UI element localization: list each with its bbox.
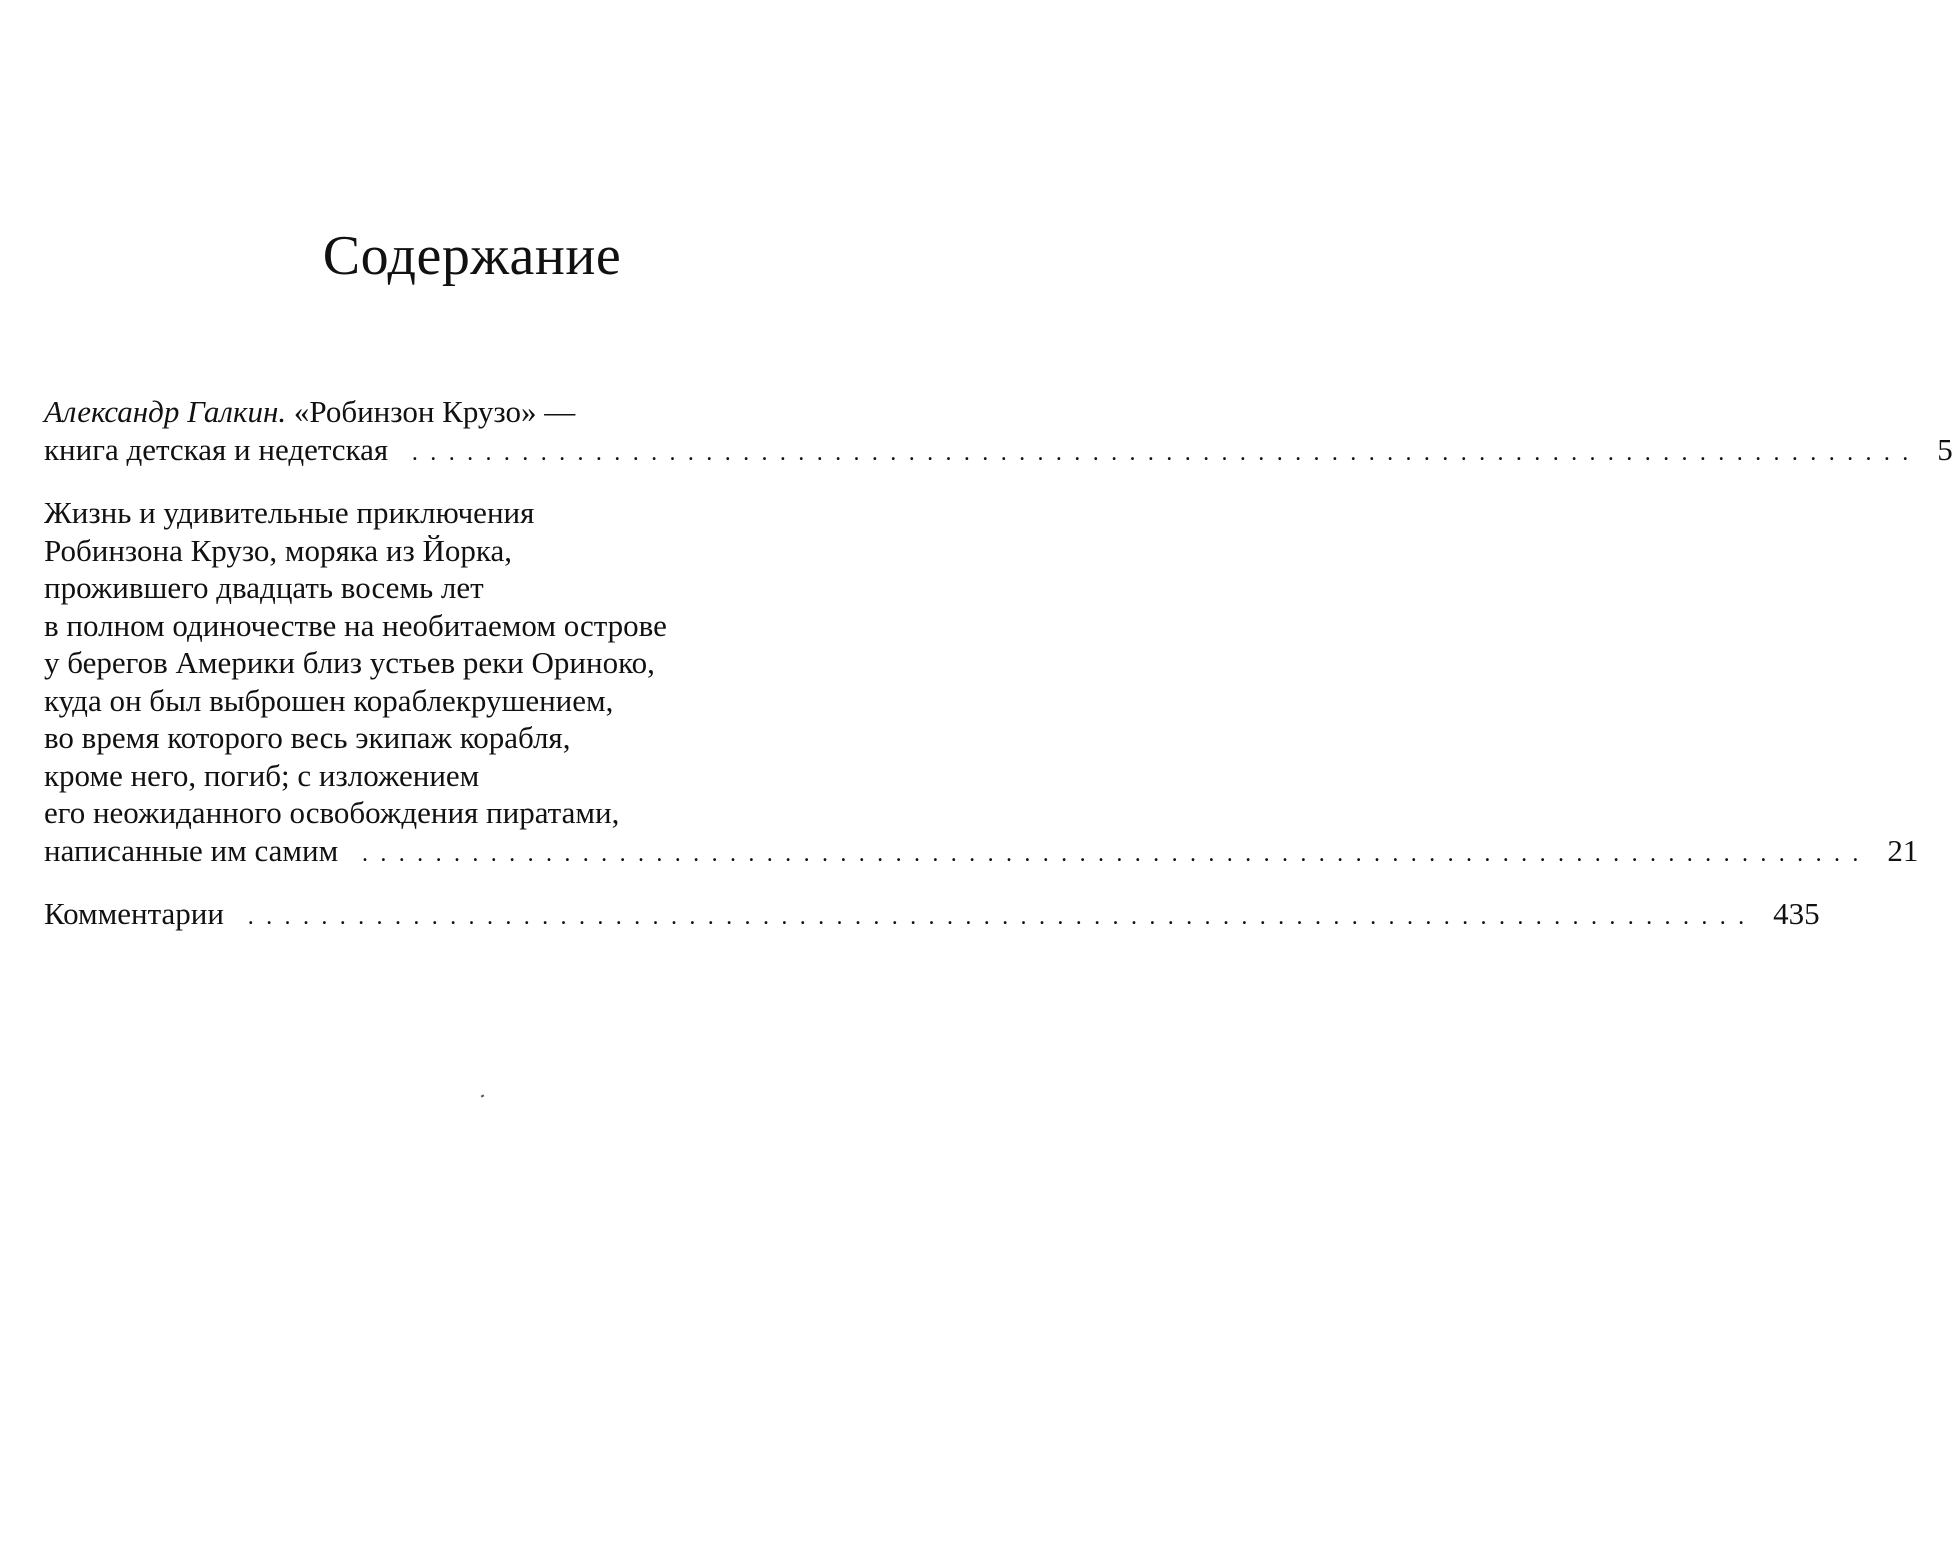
toc-entry-title: «Робинзон Крузо» — xyxy=(293,394,576,429)
toc-entry-title-line: во время которого весь экипаж корабля, xyxy=(44,720,571,755)
toc-entry-commentary[interactable] xyxy=(44,895,1820,937)
toc-entry-title: книга детская и недетская xyxy=(44,431,389,467)
table-of-contents xyxy=(44,393,1953,937)
toc-page-number: 21 xyxy=(1887,832,1919,868)
toc-entry-title-line: у берегов Америки близ устьев реки Ориноко, xyxy=(44,645,655,680)
dot-leader: . . . . . . . . . . . . . . . . . . . . . . . . . . . . . . . . . . . . . . . . . . . . . . . . . . . . . . . . . . . . . . . . . . . . . . . . . . . . . . . . . . xyxy=(411,439,1912,466)
toc-entry-title-line: прожившего двадцать восемь лет xyxy=(44,570,484,605)
toc-entry-last-line xyxy=(44,431,1953,473)
toc-entry-title: написанные им самим xyxy=(44,832,339,868)
toc-entry-author: Александр Галкин. xyxy=(44,394,287,429)
toc-page-number: 435 xyxy=(1773,896,1820,931)
toc-entry-title-line: кроме него, погиб; с изложением xyxy=(44,757,480,793)
toc-entry-introduction[interactable] xyxy=(44,393,1953,472)
print-speck xyxy=(481,1094,485,1097)
toc-entry-first-line xyxy=(44,393,882,431)
toc-entry-novel[interactable] xyxy=(44,494,1919,873)
toc-entry-title-line: Робинзона Крузо, моряка из Йорка, xyxy=(44,532,512,568)
toc-entry-title-line: Жизнь и удивительные приключения xyxy=(44,495,535,530)
toc-entry-last-line xyxy=(44,895,1820,937)
toc-page-number: 5 xyxy=(1937,431,1953,467)
toc-entry-title-line: в полном одиночестве на необитаемом острове xyxy=(44,607,667,643)
toc-entry-title-line: его неожиданного освобождения пиратами, xyxy=(44,795,620,830)
dot-leader: . . . . . . . . . . . . . . . . . . . . . . . . . . . . . . . . . . . . . . . . . . . . . . . . . . . . . . . . . . . . . . . . . . . . . . . . . . . . . . . . . . xyxy=(247,904,1748,930)
toc-entry-last-line xyxy=(44,832,1919,874)
dot-leader: . . . . . . . . . . . . . . . . . . . . . . . . . . . . . . . . . . . . . . . . . . . . . . . . . . . . . . . . . . . . . . . . . . . . . . . . . . . . . . . . . . xyxy=(361,840,1862,867)
toc-entry-title-line: куда он был выброшен кораблекрушением, xyxy=(44,682,614,718)
page-title: Содержание xyxy=(322,225,622,287)
toc-entry-title: Комментарии xyxy=(44,896,224,931)
